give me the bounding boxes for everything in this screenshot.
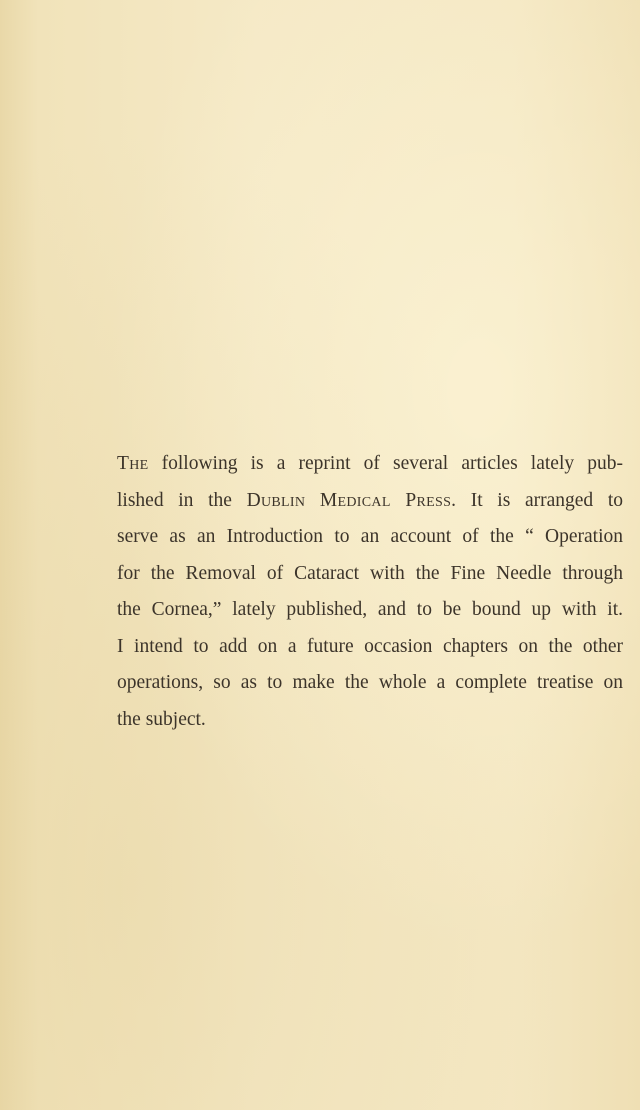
show-through-text [0,175,640,226]
paragraph-line [117,446,623,483]
paragraph-line [117,483,623,520]
journal-name-word: Dublin [246,489,306,511]
journal-name-word: Press [405,489,452,511]
paragraph-line: for the Removal of Cataract with the Fine Needle through [117,562,623,584]
line-text: following is a reprint of several articles lately pub- [148,453,623,474]
journal-name-word: Medical [319,489,391,511]
paragraph-line: the Cornea,” lately published, and to be bound up with it. [117,599,623,620]
line-text: lished in the [117,489,247,511]
line-text [305,490,320,511]
preface-paragraph [117,446,623,738]
show-through-text [0,345,640,383]
paragraph-line: operations, so as to make the whole a complete treatise on [117,672,623,693]
paragraph-line: serve as an Introduction to an account of the “ Operation [117,526,623,547]
line-text: . It is arranged to [451,489,623,511]
line-text [391,490,406,511]
paragraph-line: the subject. [117,708,206,730]
paragraph-line: I intend to add on a future occasion chapters on the other [117,635,623,657]
opening-word-small-caps: The [117,453,149,474]
